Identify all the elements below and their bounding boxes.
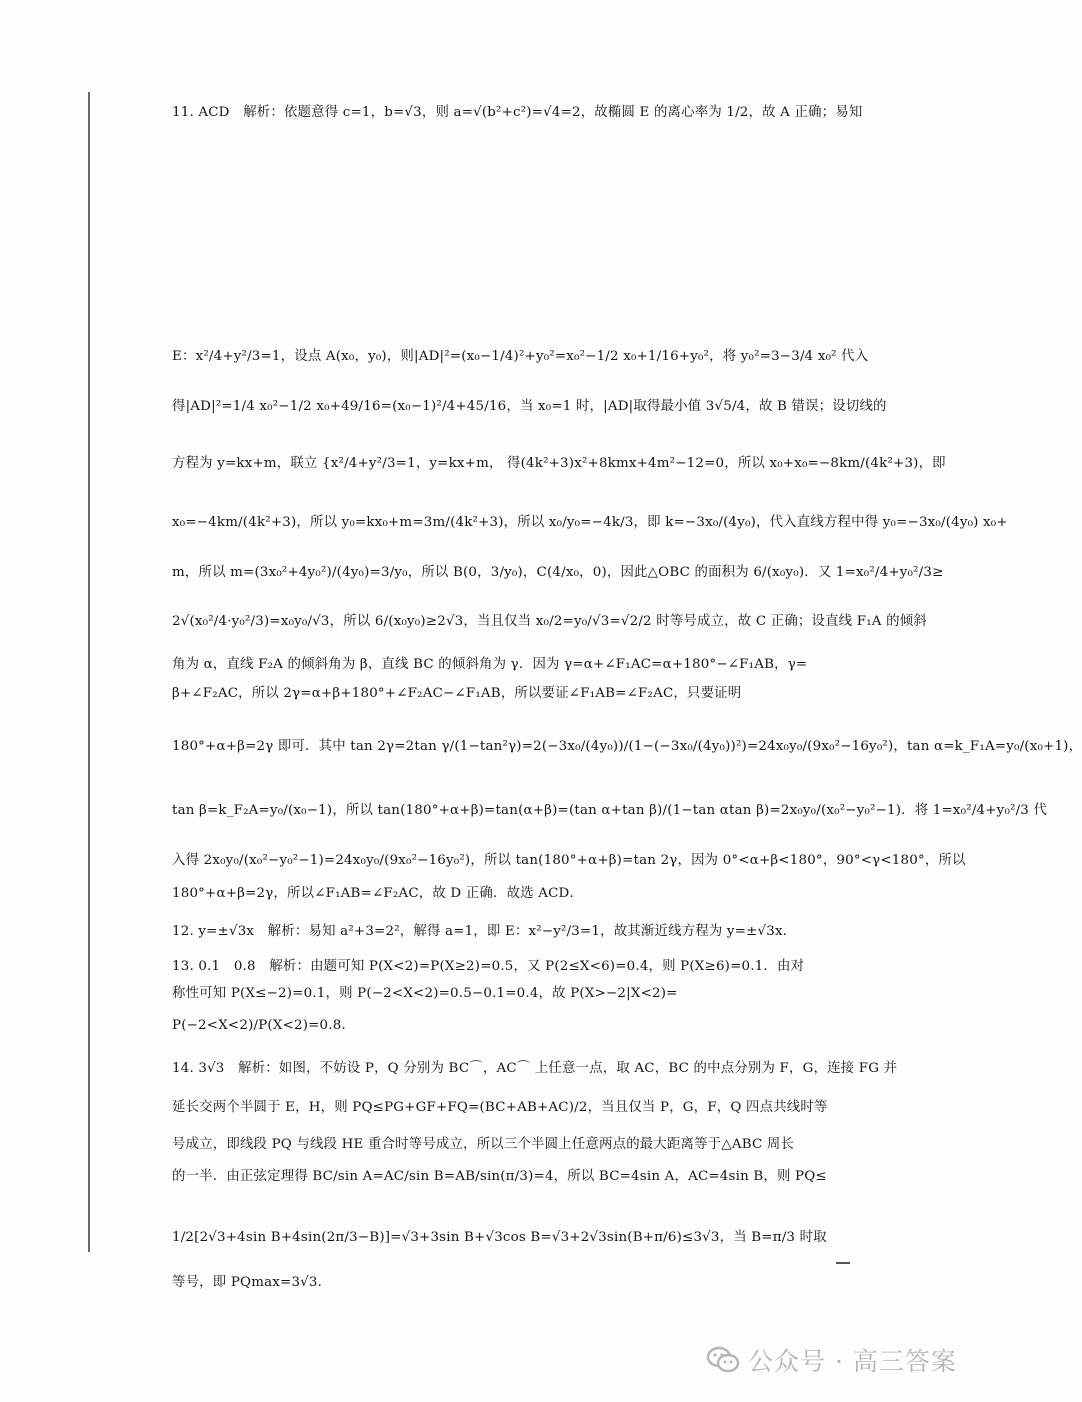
text-line: 角为 α，直线 F₂A 的倾斜角为 β，直线 BC 的倾斜角为 γ．因为 γ=α+∠F₁AC=α+180°−∠F₁AB，γ= (172, 657, 808, 672)
text-line: 入得 2x₀y₀/(x₀²−y₀²−1)=24x₀y₀/(9x₀²−16y₀²)，所以 tan(180°+α+β)=tan 2γ，因为 0°<α+β<180°，90°<γ<180°，所以 (172, 853, 966, 868)
watermark (706, 1340, 957, 1380)
text-line: tan β=k_F₂A=y₀/(x₀−1)，所以 tan(180°+α+β)=tan(α+β)=(tan α+tan β)/(1−tan αtan β)=2x₀y₀/(x₀²−y₀²−1)．将 1=x₀²/4+y₀²/3 代 (172, 803, 1048, 818)
text-line: 2√(x₀²/4·y₀²/3)=x₀y₀/√3，所以 6/(x₀y₀)≥2√3，当且仅当 x₀/2=y₀/√3=√2/2 时等号成立，故 C 正确；设直线 F₁A 的倾斜 (172, 614, 927, 629)
text-line: 的一半．由正弦定理得 BC/sin A=AC/sin B=AB/sin(π/3)=4，所以 BC=4sin A，AC=4sin B，则 PQ≤ (172, 1169, 827, 1184)
text-line: 180°+α+β=2γ，所以∠F₁AB=∠F₂AC，故 D 正确．故选 ACD． (172, 886, 584, 901)
text-line: 等号，即 PQmax=3√3． (172, 1275, 332, 1290)
text-line: 称性可知 P(X≤−2)=0.1，则 P(−2<X<2)=0.5−0.1=0.4，故 P(X>−2|X<2)= (172, 986, 678, 1001)
text-line: 12. y=±√3x 解析：易知 a²+3=2²，解得 a=1，即 E：x²−y²/3=1，故其渐近线方程为 y=±√3x． (172, 924, 797, 939)
text-line: E：x²/4+y²/3=1，设点 A(x₀，y₀)，则|AD|²=(x₀−1/4)²+y₀²=x₀²−1/2 x₀+1/16+y₀²，将 y₀²=3−3/4 x₀² 代入 (172, 349, 869, 364)
text-line: 14. 3√3 解析：如图，不妨设 P，Q 分别为 BC⌒，AC⌒ 上任意一点，取 AC，BC 的中点分别为 F，G，连接 FG 并 (172, 1061, 898, 1076)
text-line: β+∠F₂AC，所以 2γ=α+β+180°+∠F₂AC−∠F₁AB，所以要证∠F₁AB=∠F₂AC，只要证明 (172, 686, 742, 701)
watermark-text: 公众号 · 高三答案 (748, 1347, 957, 1376)
text-line: 方程为 y=kx+m，联立 {x²/4+y²/3=1，y=kx+m， 得(4k²+3)x²+8kmx+4m²−12=0，所以 x₀+x₀=−8km/(4k²+3)，即 (172, 456, 946, 471)
text-line: 延长交两个半圆于 E，H，则 PQ≤PG+GF+FQ=(BC+AB+AC)/2，当且仅当 P，G，F，Q 四点共线时等 (172, 1100, 828, 1115)
text-line: x₀=−4km/(4k²+3)，所以 y₀=kx₀+m=3m/(4k²+3)，所以 x₀/y₀=−4k/3，即 k=−3x₀/(4y₀)，代入直线方程中得 y₀=−3x₀/(4y₀) x₀+ (172, 515, 1008, 530)
text-line: 号成立，即线段 PQ 与线段 HE 重合时等号成立，所以三个半圆上任意两点的最大距离等于△ABC 周长 (172, 1137, 795, 1152)
wechat-icon (706, 1345, 740, 1375)
text-line: 13. 0.1 0.8 解析：由题可知 P(X<2)=P(X≥2)=0.5，又 P(2≤X<6)=0.4，则 P(X≥6)=0.1．由对 (172, 959, 805, 974)
text-line: 11. ACD 解析：依题意得 c=1，b=√3，则 a=√(b²+c²)=√4=2，故椭圆 E 的离心率为 1/2，故 A 正确；易知 (172, 105, 863, 120)
text-line: 1/2[2√3+4sin B+4sin(2π/3−B)]=√3+3sin B+√3cos B=√3+2√3sin(B+π/6)≤3√3，当 B=π/3 时取 (172, 1230, 827, 1245)
right-tick (836, 1262, 850, 1264)
margin-rule (88, 92, 90, 1252)
text-line: 得|AD|²=1/4 x₀²−1/2 x₀+49/16=(x₀−1)²/4+45/16，当 x₀=1 时，|AD|取得最小值 3√5/4，故 B 错误；设切线的 (172, 399, 887, 414)
text-line: 180°+α+β=2γ 即可．其中 tan 2γ=2tan γ/(1−tan²γ)=2(−3x₀/(4y₀))/(1−(−3x₀/(4y₀))²)=24x₀y₀/(9x₀²−16y₀²)，tan α=k_F₁A=y₀/(x₀+1)， (172, 739, 1082, 754)
text-line: P(−2<X<2)/P(X<2)=0.8． (172, 1018, 356, 1033)
text-line: m，所以 m=(3x₀²+4y₀²)/(4y₀)=3/y₀，所以 B(0，3/y₀)，C(4/x₀，0)，因此△OBC 的面积为 6/(x₀y₀)．又 1=x₀²/4+y₀²/3≥ (172, 565, 944, 580)
